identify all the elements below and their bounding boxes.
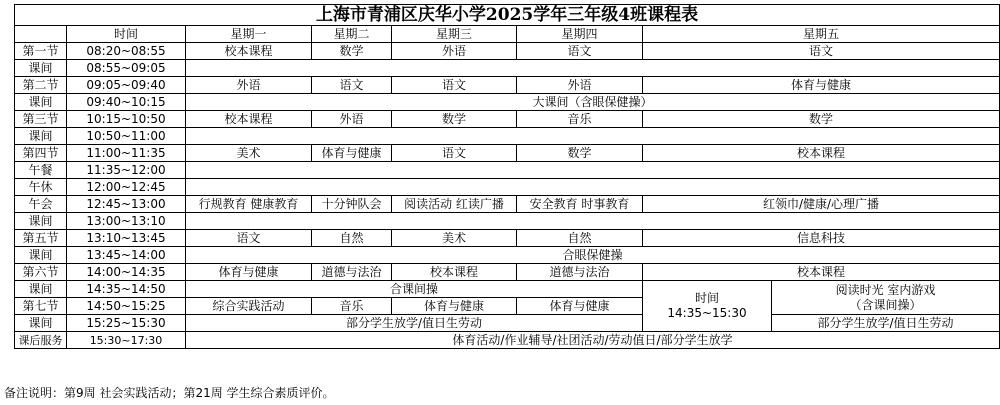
row-break-4 bbox=[15, 213, 1000, 230]
row-break-2 bbox=[15, 94, 1000, 111]
cell-tue: 道德与法治 bbox=[312, 264, 392, 281]
cell-mon: 语文 bbox=[186, 230, 312, 247]
empty-merged-cell bbox=[186, 213, 1000, 230]
row-time: 15:25~15:30 bbox=[67, 315, 186, 332]
cell-wed: 语文 bbox=[392, 145, 517, 162]
cell-thu: 体育与健康 bbox=[517, 298, 643, 315]
row-label: 第六节 bbox=[15, 264, 67, 281]
header-time: 时间 bbox=[67, 26, 186, 43]
timetable-title: 上海市青浦区庆华小学2025学年三年级4班课程表 bbox=[15, 5, 1000, 26]
row-nap bbox=[15, 179, 1000, 196]
row-label: 第七节 bbox=[15, 298, 67, 315]
corner-cell bbox=[15, 26, 67, 43]
friday-pm-activity-line1: 阅读时光 室内游戏 bbox=[835, 282, 936, 297]
empty-merged-cell bbox=[186, 128, 1000, 145]
row-break-3 bbox=[15, 128, 1000, 145]
row-break-7 bbox=[15, 315, 1000, 332]
row-break-6 bbox=[15, 281, 1000, 298]
row-period-3 bbox=[15, 111, 1000, 128]
merged-activity-cell: 体育活动/作业辅导/社团活动/劳动值日/部分学生放学 bbox=[186, 332, 1000, 349]
merged-activity-cell: 合眼保健操 bbox=[186, 247, 1000, 264]
header-monday: 星期一 bbox=[186, 26, 312, 43]
row-time: 08:20~08:55 bbox=[67, 43, 186, 60]
cell-fri: 校本课程 bbox=[643, 145, 1000, 162]
row-label: 第四节 bbox=[15, 145, 67, 162]
row-label: 第二节 bbox=[15, 77, 67, 94]
header-row bbox=[15, 26, 1000, 43]
cell-fri: 校本课程 bbox=[643, 264, 1000, 281]
cell-thu: 数学 bbox=[517, 145, 643, 162]
cell-thu: 音乐 bbox=[517, 111, 643, 128]
row-time: 11:35~12:00 bbox=[67, 162, 186, 179]
row-lunch bbox=[15, 162, 1000, 179]
merged-activity-cell: 部分学生放学/值日生劳动 bbox=[186, 315, 643, 332]
cell-thu: 语文 bbox=[517, 43, 643, 60]
row-time: 13:10~13:45 bbox=[67, 230, 186, 247]
row-label: 课间 bbox=[15, 315, 67, 332]
row-time: 15:30~17:30 bbox=[67, 332, 186, 349]
cell-mon: 体育与健康 bbox=[186, 264, 312, 281]
cell-wed: 外语 bbox=[392, 43, 517, 60]
footnote: 备注说明：第9周 社会实践活动；第21周 学生综合素质评价。 bbox=[4, 386, 335, 400]
row-label: 课间 bbox=[15, 281, 67, 298]
row-noon-meeting bbox=[15, 196, 1000, 213]
row-after-school bbox=[15, 332, 1000, 349]
cell-tue: 体育与健康 bbox=[312, 145, 392, 162]
cell-wed: 校本课程 bbox=[392, 264, 517, 281]
friday-pm-dismissal-cell: 部分学生放学/值日生劳动 bbox=[772, 315, 1000, 332]
header-wednesday: 星期三 bbox=[392, 26, 517, 43]
cell-fri: 数学 bbox=[643, 111, 1000, 128]
row-label: 第一节 bbox=[15, 43, 67, 60]
cell-wed: 阅读活动 红读广播 bbox=[392, 196, 517, 213]
cell-mon: 校本课程 bbox=[186, 43, 312, 60]
row-time: 14:50~15:25 bbox=[67, 298, 186, 315]
row-label: 午会 bbox=[15, 196, 67, 213]
row-time: 11:00~11:35 bbox=[67, 145, 186, 162]
cell-thu: 自然 bbox=[517, 230, 643, 247]
row-time: 10:15~10:50 bbox=[67, 111, 186, 128]
timetable-sheet bbox=[14, 4, 954, 349]
row-time: 09:05~09:40 bbox=[67, 77, 186, 94]
cell-mon: 行规教育 健康教育 bbox=[186, 196, 312, 213]
row-period-1 bbox=[15, 43, 1000, 60]
cell-tue: 自然 bbox=[312, 230, 392, 247]
friday-pm-time-cell bbox=[643, 281, 772, 332]
row-label: 课间 bbox=[15, 60, 67, 77]
merged-activity-cell: 大课间（含眼保健操） bbox=[186, 94, 1000, 111]
cell-wed: 数学 bbox=[392, 111, 517, 128]
cell-mon: 外语 bbox=[186, 77, 312, 94]
row-time: 09:40~10:15 bbox=[67, 94, 186, 111]
empty-merged-cell bbox=[186, 179, 1000, 196]
row-time: 13:00~13:10 bbox=[67, 213, 186, 230]
friday-pm-activity-cell bbox=[772, 281, 1000, 315]
cell-wed: 美术 bbox=[392, 230, 517, 247]
row-label: 第五节 bbox=[15, 230, 67, 247]
row-period-5 bbox=[15, 230, 1000, 247]
row-label: 课间 bbox=[15, 213, 67, 230]
cell-thu: 外语 bbox=[517, 77, 643, 94]
row-label: 第三节 bbox=[15, 111, 67, 128]
header-thursday: 星期四 bbox=[517, 26, 643, 43]
cell-tue: 语文 bbox=[312, 77, 392, 94]
cell-mon: 校本课程 bbox=[186, 111, 312, 128]
cell-fri: 语文 bbox=[643, 43, 1000, 60]
row-time: 12:00~12:45 bbox=[67, 179, 186, 196]
cell-thu: 安全教育 时事教育 bbox=[517, 196, 643, 213]
cell-wed: 体育与健康 bbox=[392, 298, 517, 315]
row-time: 12:45~13:00 bbox=[67, 196, 186, 213]
row-label: 课间 bbox=[15, 94, 67, 111]
cell-fri: 红领巾/健康/心理广播 bbox=[643, 196, 1000, 213]
empty-merged-cell bbox=[186, 162, 1000, 179]
cell-tue: 音乐 bbox=[312, 298, 392, 315]
row-period-4 bbox=[15, 145, 1000, 162]
row-time: 13:45~14:00 bbox=[67, 247, 186, 264]
timetable bbox=[14, 4, 1000, 349]
row-label: 课间 bbox=[15, 128, 67, 145]
cell-tue: 外语 bbox=[312, 111, 392, 128]
row-label: 午休 bbox=[15, 179, 67, 196]
cell-wed: 语文 bbox=[392, 77, 517, 94]
header-tuesday: 星期二 bbox=[312, 26, 392, 43]
row-label: 课后服务 bbox=[15, 332, 67, 349]
row-break-1 bbox=[15, 60, 1000, 77]
friday-pm-activity-line2: （含课间操） bbox=[849, 297, 922, 312]
row-label: 午餐 bbox=[15, 162, 67, 179]
row-break-5 bbox=[15, 247, 1000, 264]
row-label: 课间 bbox=[15, 247, 67, 264]
row-time: 14:35~14:50 bbox=[67, 281, 186, 298]
cell-tue: 数学 bbox=[312, 43, 392, 60]
cell-fri: 体育与健康 bbox=[643, 77, 1000, 94]
friday-pm-time-label: 时间 bbox=[694, 291, 719, 305]
merged-activity-cell: 合课间操 bbox=[186, 281, 643, 298]
row-time: 10:50~11:00 bbox=[67, 128, 186, 145]
row-time: 08:55~09:05 bbox=[67, 60, 186, 77]
friday-pm-time-value: 14:35~15:30 bbox=[667, 306, 747, 320]
cell-thu: 道德与法治 bbox=[517, 264, 643, 281]
empty-merged-cell bbox=[186, 60, 1000, 77]
row-period-2 bbox=[15, 77, 1000, 94]
cell-mon: 综合实践活动 bbox=[186, 298, 312, 315]
row-time: 14:00~14:35 bbox=[67, 264, 186, 281]
cell-mon: 美术 bbox=[186, 145, 312, 162]
row-period-6 bbox=[15, 264, 1000, 281]
header-friday: 星期五 bbox=[643, 26, 1000, 43]
cell-fri: 信息科技 bbox=[643, 230, 1000, 247]
cell-tue: 十分钟队会 bbox=[312, 196, 392, 213]
